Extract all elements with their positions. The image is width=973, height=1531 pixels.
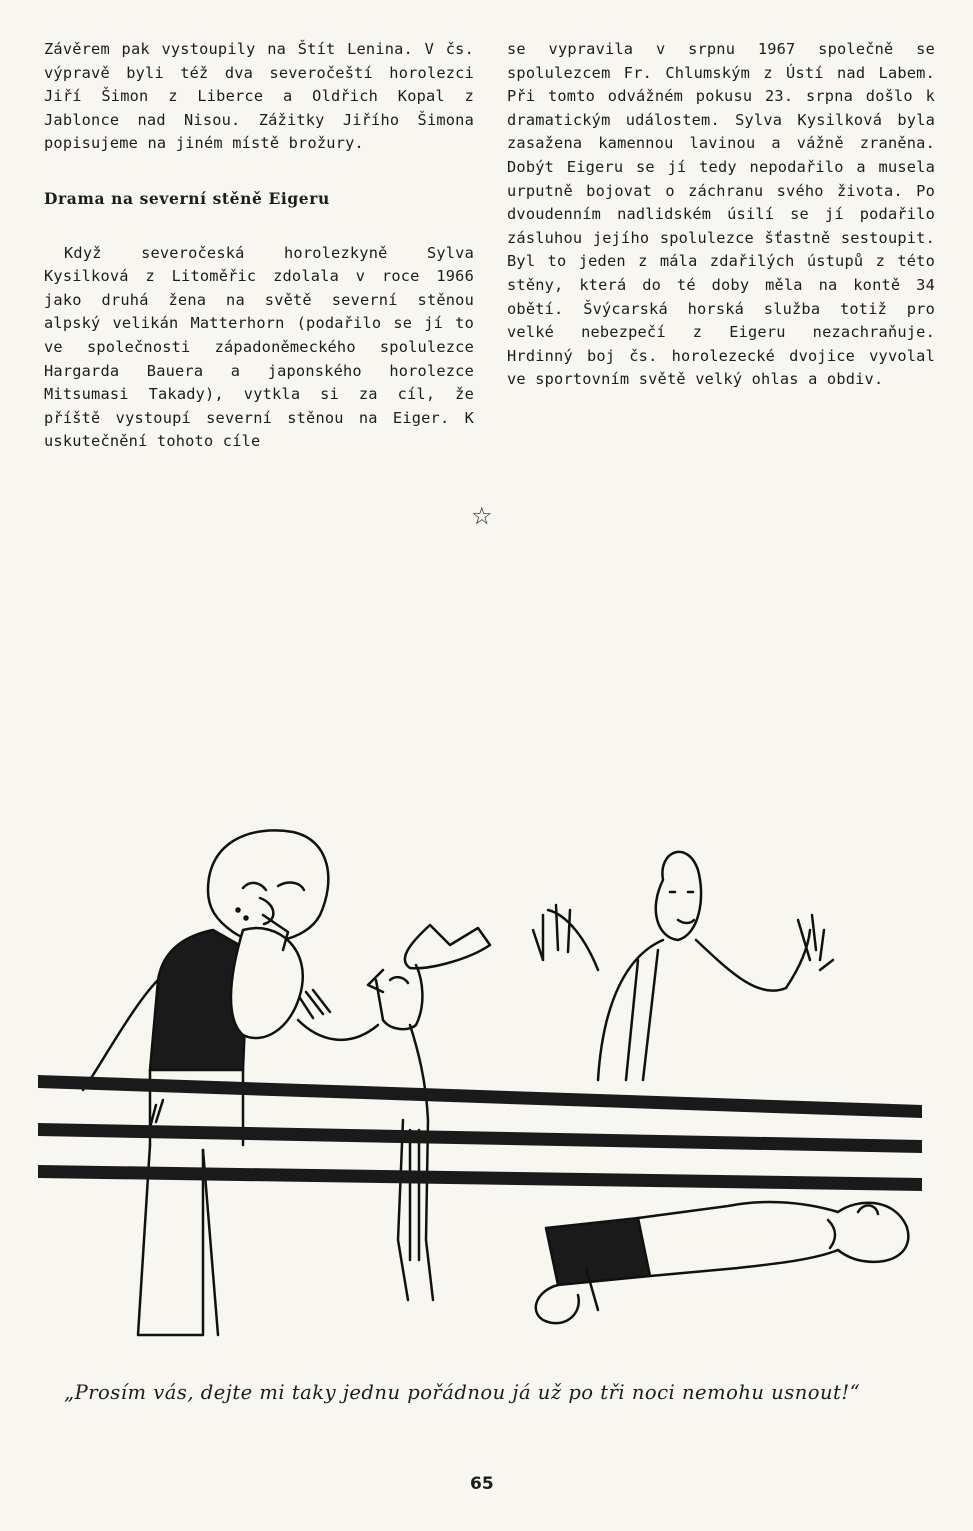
- referee-figure: [298, 925, 490, 1300]
- cartoon-caption: „Prosím vás, dejte mi taky jednu pořádnou já už po tři noci nemohu usnout!“: [64, 1381, 861, 1404]
- left-paragraph-1: Závěrem pak vystoupily na Štít Lenina. V čs. výpravě byli též dva severočeští horolezci Jiří Šimon z Liberce a Oldřich Kopal z Jablonce nad Nisou. Zážitky Jiřího Šimona popisujeme na jiném místě brožury.: [44, 40, 474, 153]
- right-column: [507, 38, 935, 392]
- star-separator: ☆: [471, 502, 493, 530]
- knocked-out-boxer-figure: [536, 1202, 909, 1323]
- right-paragraph-1: se vypravila v srpnu 1967 společně se spolulezcem Fr. Chlumským z Ústí nad Labem. Při tomto odvážném pokusu 23. srpna došlo k dramatickým událostem. Sylva Kysilková byla zasažena kamennou lavinou a vážně zraněna. Dobýt Eigeru se jí tedy nepodařilo a musela urputně bojovat o záchranu svého života. Po dvoudenním nadlidském úsilí se jí podařilo zásluhou jejího spolulezce šťastně sestoupit. Byl to jeden z mála zdařilých ústupů z této stěny, která do té doby měla na kontě 34 obětí. Švýcarská horská služba totiž pro velké nebezpečí z Eigeru nezachraňuje. Hrdinný boj čs. horolezecké dvojice vyvolal ve sportovním světě velký ohlas a obdiv.: [507, 40, 935, 389]
- left-column: [44, 38, 474, 454]
- page-number: 65: [470, 1474, 494, 1494]
- boxing-cartoon-illustration: [38, 820, 922, 1350]
- section-heading: Drama na severní stěně Eigeru: [44, 188, 330, 208]
- ring-ropes: [38, 1075, 922, 1191]
- left-paragraph-2: Když severočeská horolezkyně Sylva Kysilková z Litoměřic zdolala v roce 1966 jako druhá žena na světě severní stěnou alpský velikán Matterhorn (podařilo se jí to ve společnosti západoněmeckého spolulezce Hargarda Bauera a japonského horolezce Mitsumasi Takady), vytkla si za cíl, že příště vystoupí severní stěnou na Eiger. K uskutečnění tohoto cíle: [44, 243, 474, 451]
- second-figure: [533, 852, 833, 1080]
